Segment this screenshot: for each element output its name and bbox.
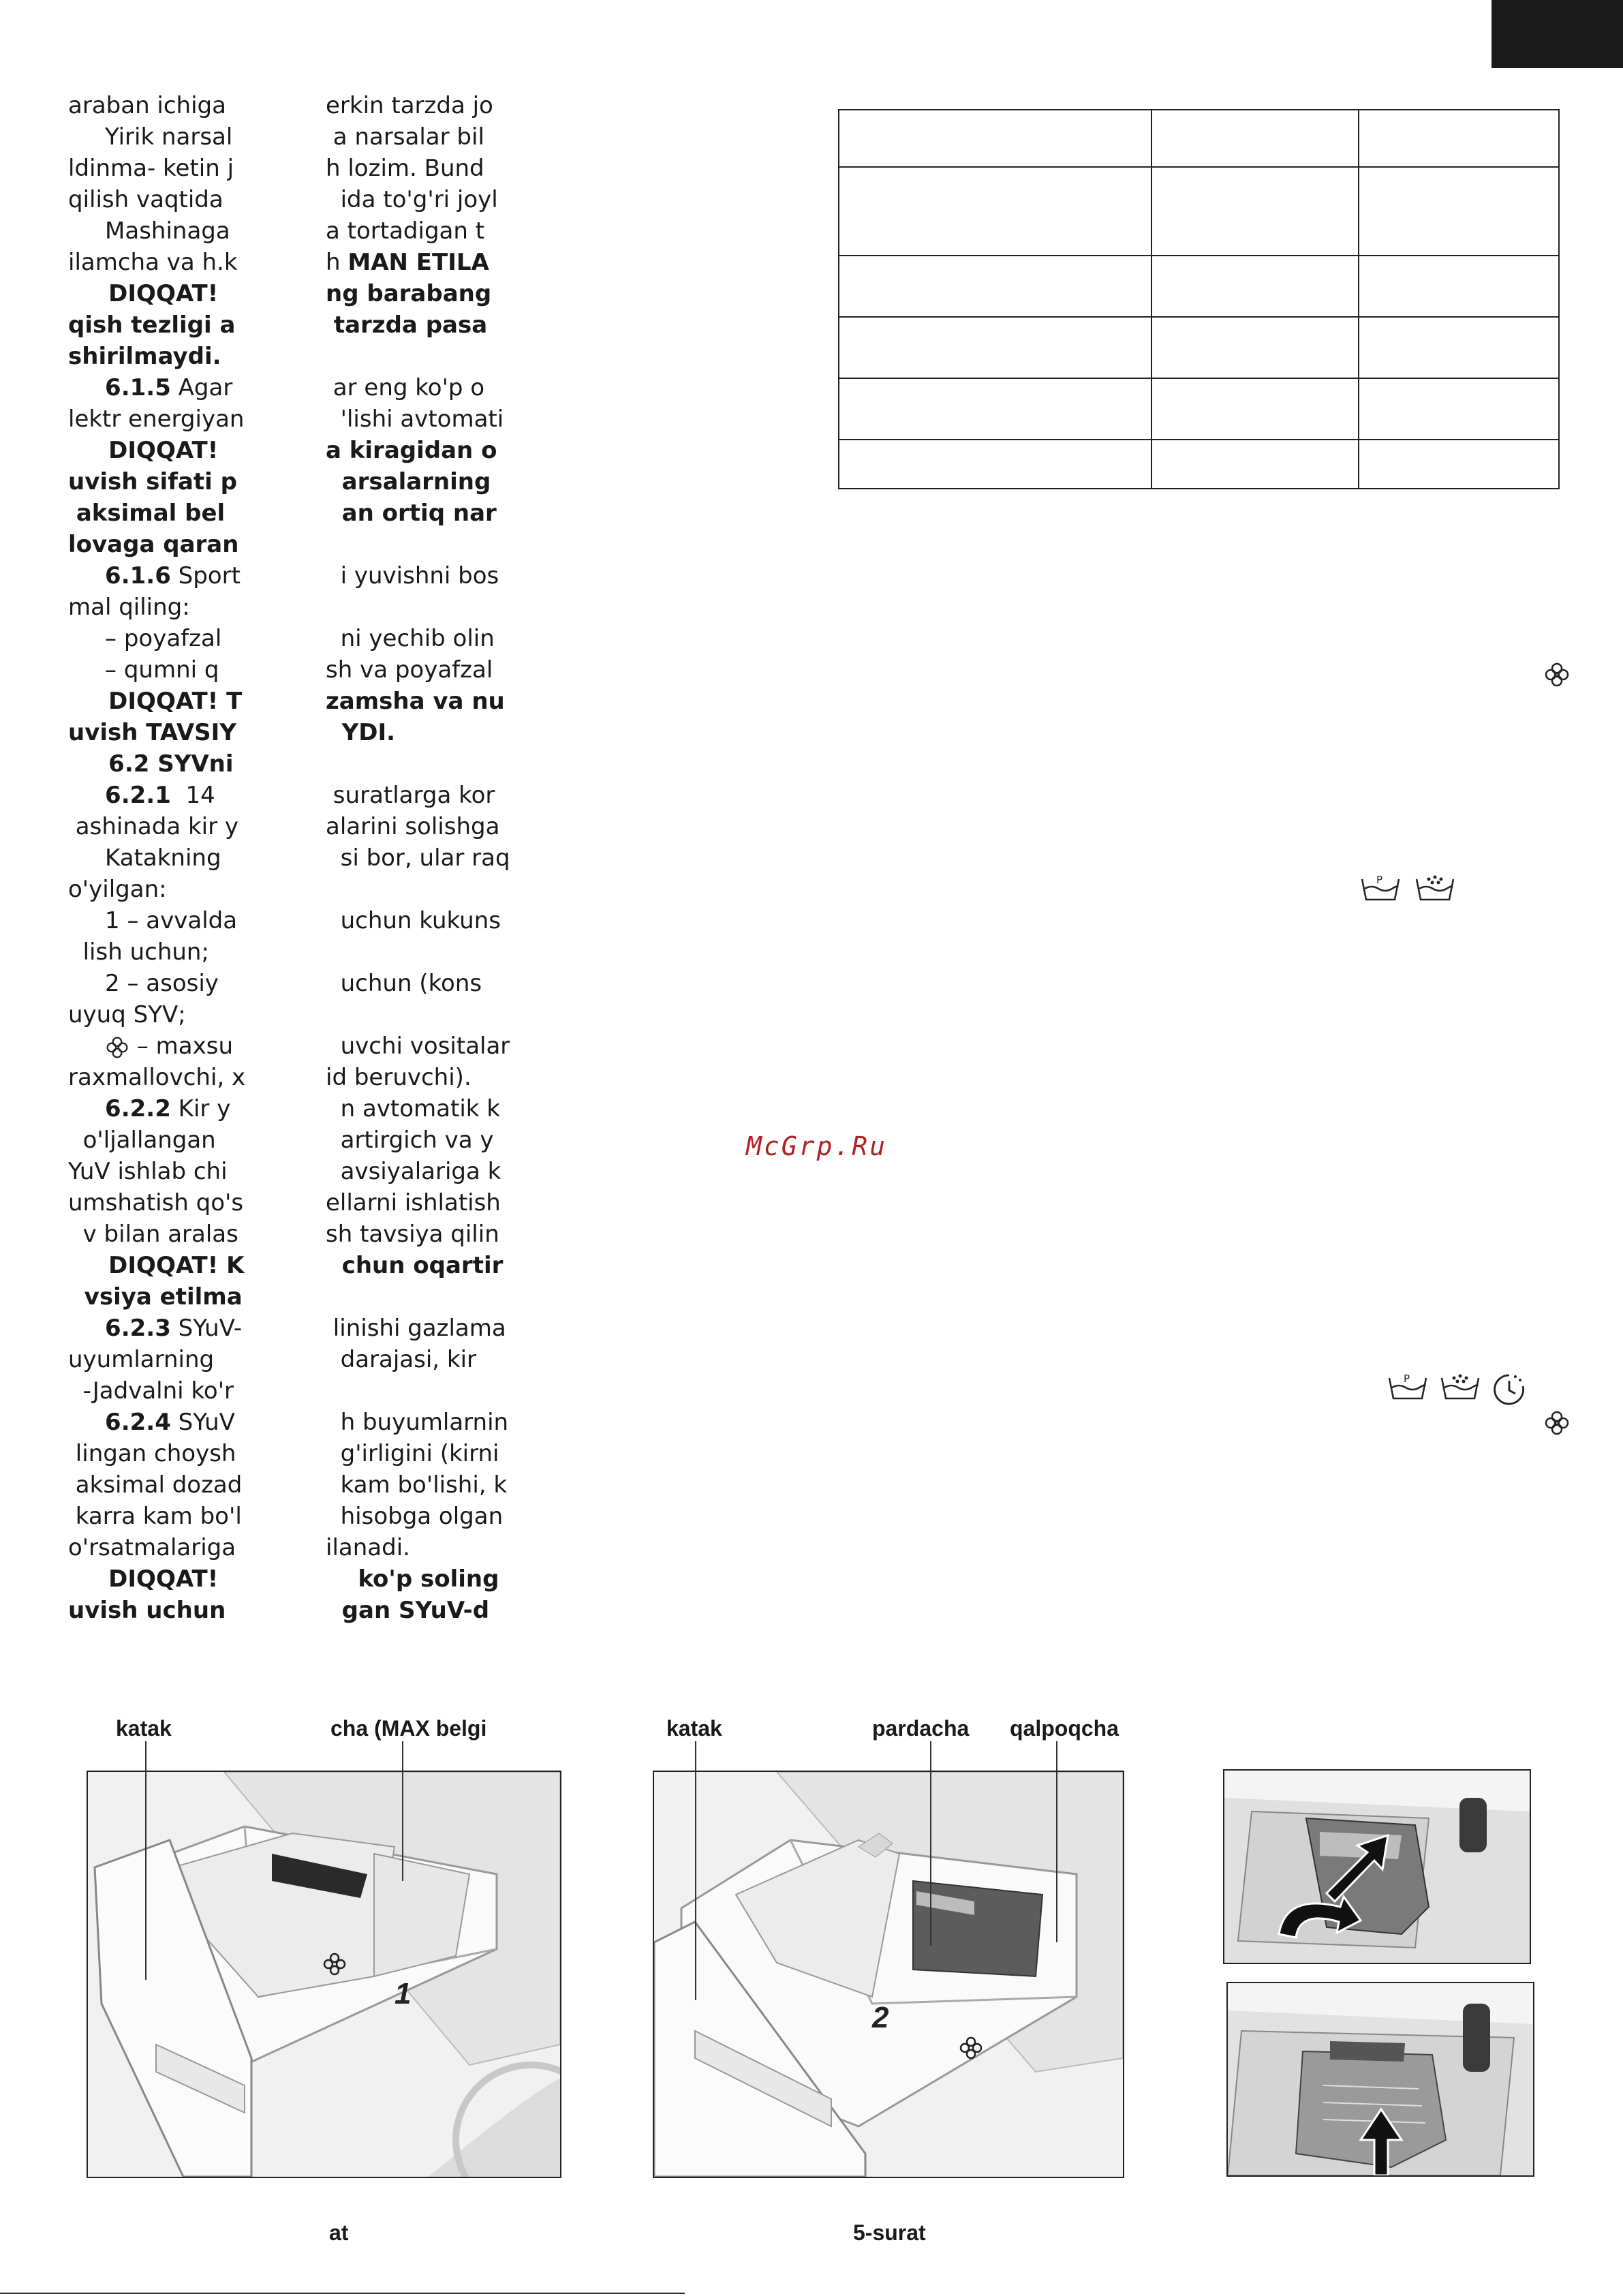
text-line: h buyumlarnin (326, 1409, 509, 1436)
text-line: 6.2.1 14 (105, 782, 215, 809)
table-cell (1151, 378, 1358, 440)
table-row (839, 440, 1559, 489)
text-line: hisobga olgan (326, 1503, 504, 1530)
text-line: a tortadigan t (326, 217, 485, 245)
text-line: arsalarning (326, 468, 491, 495)
text-line: 1 – avvalda (68, 907, 238, 934)
text-line: DIQQAT! (68, 1565, 219, 1593)
text-line: uvish uchun (68, 1597, 226, 1624)
text-line (326, 341, 503, 372)
figure2-label-left: katak (666, 1716, 722, 1741)
callout-line (402, 1741, 403, 1881)
table-cell (1359, 440, 1559, 489)
text-line: ni yechib olin (326, 625, 495, 652)
text-line: raxmallovchi, x (68, 1064, 246, 1091)
table-row (839, 256, 1559, 317)
section-number: 6.2.2 (105, 1095, 171, 1122)
text-line: si bor, ular raq (326, 844, 510, 872)
text-line: uvish sifati p (68, 468, 238, 495)
text-line: ashinada kir y (68, 813, 239, 840)
text-line: uyuq SYV; (68, 1001, 186, 1028)
bottom-rule (0, 2293, 685, 2294)
text-line: v bilan aralas (68, 1221, 238, 1248)
text-line: o'yilgan: (68, 876, 167, 903)
text-line: – qumni q (68, 656, 219, 684)
middle-text-column (326, 90, 510, 1626)
table-cell (839, 256, 1151, 317)
text-line: ar eng ko'p o (326, 374, 485, 401)
text-line: DIQQAT! (68, 280, 219, 307)
section-number: 6.1.6 (105, 562, 171, 590)
text-line: Mashinaga (68, 217, 230, 245)
text-line: h MAN ETILA (326, 249, 489, 276)
text-line (326, 592, 503, 623)
text-line: a kiragidan o (326, 437, 497, 464)
text-line: chun oqartir (326, 1252, 504, 1279)
text-line: g'irligini (kirni (326, 1440, 499, 1467)
callout-line (145, 1741, 146, 1980)
table-cell (1151, 167, 1358, 256)
text-line (326, 1375, 503, 1407)
text-line: id beruvchi). (326, 1064, 472, 1091)
text-line: 'lishi avtomati (326, 405, 504, 433)
flower-icon (1543, 661, 1571, 688)
text-line: YDI. (326, 719, 396, 746)
text-line: qish tezligi a (68, 311, 236, 339)
table-cell (1151, 440, 1358, 489)
text-line: aksimal bel (68, 500, 226, 527)
specification-table (838, 109, 1560, 489)
text-line: lovaga qaran (68, 531, 239, 558)
text-line (326, 1281, 503, 1313)
text-line: DIQQAT! K (68, 1252, 245, 1279)
figure-siphon-installation (1226, 1982, 1534, 2177)
text-line: 6.1.6 Sport (105, 562, 241, 590)
text-line: 6.2.4 SYuV (105, 1409, 235, 1436)
text-line: ng barabang (326, 280, 492, 307)
intensive-wash-icon (1414, 872, 1456, 904)
text-line: DIQQAT! T (68, 688, 243, 715)
svg-text:P: P (1404, 1373, 1410, 1385)
callout-line (1056, 1741, 1057, 1942)
text-line: 6.1.5 Agar (105, 374, 233, 401)
text-line: alarini solishga (326, 813, 500, 840)
figure2-detergent-drawer (653, 1771, 1124, 2178)
text-line: Katakning (68, 844, 221, 872)
flower-icon (105, 1035, 129, 1060)
table-cell (839, 378, 1151, 440)
text-line: ilanadi. (326, 1534, 410, 1561)
text-line: -Jadvalni ko'r (68, 1377, 234, 1405)
table-cell (1359, 317, 1559, 378)
section-number: MAN ETILA (347, 249, 489, 276)
text-line: shirilmaydi. (68, 343, 221, 370)
text-line: ellarni ishlatish (326, 1189, 501, 1216)
table-cell (1359, 167, 1559, 256)
text-line: lektr energiyan (68, 405, 245, 433)
text-line: tarzda pasa (326, 311, 488, 339)
svg-text:P: P (1376, 874, 1383, 886)
text-line: n avtomatik k (326, 1095, 500, 1122)
text-line (326, 748, 503, 780)
intensive-wash-icon (1439, 1371, 1481, 1403)
text-line: zamsha va nu (326, 688, 505, 715)
text-line: darajasi, kir (326, 1346, 477, 1373)
prewash-icon (1359, 872, 1402, 904)
text-line: uyumlarning (68, 1346, 215, 1373)
table-cell (1359, 110, 1559, 167)
text-line: mal qiling: (68, 594, 190, 621)
text-line: suratlarga kor (326, 782, 495, 809)
figure-caption-left: at (329, 2220, 349, 2245)
text-line: vsiya etilma (68, 1283, 243, 1311)
text-line: artirgich va y (326, 1127, 494, 1154)
table-cell (1151, 317, 1358, 378)
section-number: 6.2.3 (105, 1315, 171, 1342)
text-line: – poyafzal (68, 625, 222, 652)
section-number: 6.2.4 (105, 1409, 171, 1436)
table-cell (1359, 256, 1559, 317)
text-line: uvish TAVSIY (68, 719, 236, 746)
text-line: h lozim. Bund (326, 155, 484, 182)
timer-icon (1491, 1371, 1528, 1407)
text-line (326, 874, 503, 905)
figure2-label-right: qalpoqcha (1010, 1716, 1119, 1741)
table-cell (1151, 110, 1358, 167)
text-line: i yuvishni bos (326, 562, 499, 590)
text-line: 6.2 SYVni (68, 750, 234, 778)
text-line: a narsalar bil (326, 123, 484, 151)
text-line: uvchi vositalar (326, 1032, 510, 1060)
text-line: uchun kukuns (326, 907, 501, 934)
flower-icon (1543, 1409, 1571, 1437)
table-cell (839, 440, 1151, 489)
text-line (326, 999, 503, 1030)
text-line: ida to'g'ri joyl (326, 186, 498, 213)
text-line: DIQQAT! (68, 437, 219, 464)
text-line: gan SYuV-d (326, 1597, 490, 1624)
figure1-detergent-drawer (87, 1771, 561, 2178)
text-line: umshatish qo's (68, 1189, 244, 1216)
text-line: sh tavsiya qilin (326, 1221, 499, 1248)
text-line: lingan choysh (68, 1440, 236, 1467)
text-line: qilish vaqtida (68, 186, 223, 213)
text-line: lish uchun; (68, 938, 209, 966)
table-row (839, 110, 1559, 167)
table-cell (1151, 256, 1358, 317)
table-cell (839, 167, 1151, 256)
text-line: ilamcha va h.k (68, 249, 238, 276)
text-line: linishi gazlama (326, 1315, 506, 1342)
figure1-compartment-number: 1 (395, 1977, 412, 2010)
table-cell (839, 110, 1151, 167)
table-row (839, 167, 1559, 256)
text-line: uchun (kons (326, 970, 482, 997)
text-line: ko'p soling (326, 1565, 499, 1593)
text-line: avsiyalariga k (326, 1158, 501, 1185)
table-cell (1359, 378, 1559, 440)
text-line: 6.2.2 Kir y (105, 1095, 231, 1122)
callout-line (930, 1741, 931, 1946)
text-line: araban ichiga (68, 92, 226, 119)
text-line: karra kam bo'l (68, 1503, 242, 1530)
text-line: an ortiq nar (326, 500, 497, 527)
table-row (839, 317, 1559, 378)
prewash-icon (1387, 1371, 1429, 1403)
text-line: kam bo'lishi, k (326, 1471, 508, 1499)
text-line: 2 – asosiy (68, 970, 219, 997)
table-cell (839, 317, 1151, 378)
text-line: – maxsu (68, 1030, 245, 1062)
section-number: 6.2.1 (105, 782, 171, 809)
figure-caption-right: 5-surat (853, 2220, 926, 2245)
figure1-label-left: katak (116, 1716, 172, 1741)
section-number: 6.1.5 (105, 374, 171, 401)
left-text-column (68, 90, 245, 1626)
figure1-label-right: cha (MAX belgi (330, 1716, 487, 1741)
figure-siphon-removal (1223, 1769, 1531, 1964)
figure2-compartment-number: 2 (872, 2001, 889, 2034)
page-corner-tab (1491, 0, 1623, 68)
callout-line (695, 1741, 696, 2000)
text-line: Yirik narsal (68, 123, 233, 151)
text-line: o'ljallangan (68, 1127, 216, 1154)
text-line (326, 529, 503, 560)
text-line: erkin tarzda jo (326, 92, 493, 119)
table-row (839, 378, 1559, 440)
text-line: ldinma- ketin j (68, 155, 234, 182)
text-line: o'rsatmalariga (68, 1534, 236, 1561)
figure2-label-mid: pardacha (872, 1716, 970, 1741)
watermark: McGrp.Ru (746, 1131, 888, 1161)
text-line (326, 936, 503, 968)
text-line: 6.2.3 SYuV- (105, 1315, 243, 1342)
text-line: YuV ishlab chi (68, 1158, 228, 1185)
text-line: aksimal dozad (68, 1471, 243, 1499)
text-line: sh va poyafzal (326, 656, 493, 684)
